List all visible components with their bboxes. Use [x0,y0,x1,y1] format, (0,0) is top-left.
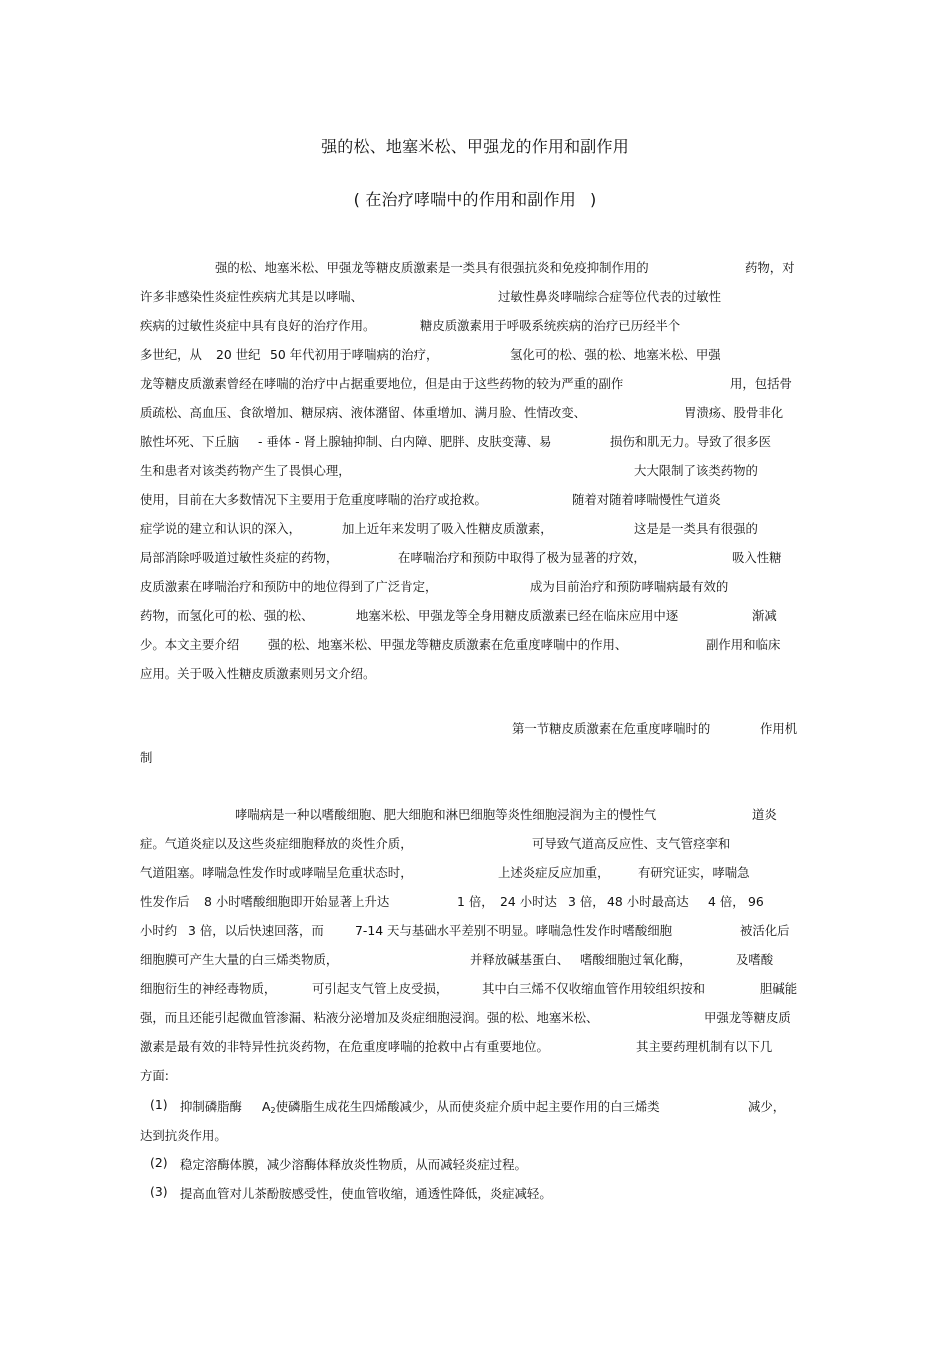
text-segment: 用，包括骨 [730,376,792,391]
text-segment: 加上近年来发明了吸入性糖皮质激素， [342,521,553,536]
text-segment: 龙等糖皮质激素曾经在哮喘的治疗中占据重要地位，但是由于这些药物的较为严重的副作 [140,376,624,391]
text-segment: 3 倍，以后快速回落，而 [188,923,324,938]
text-segment: 24 小时达 [500,894,557,909]
text-segment: 胆碱能 [760,981,798,996]
subtitle-text: ( 在治疗哮喘中的作用和副作用 [353,190,576,209]
section-heading-continued [140,749,800,800]
text-segment: 强的松、地塞米松、甲强龙等糖皮质激素在危重度哮喘中的作用、 [268,637,628,652]
text-segment: 20 世纪 [216,347,261,362]
text-segment: 气道阻塞。哮喘急性发作时或哮喘呈危重状态时， [140,865,413,880]
text-segment: 48 小时最高达 [607,894,689,909]
text-segment: 激素是最有效的非特异性抗炎药物，在危重度哮喘的抢救中占有重要地位。 [140,1039,549,1054]
text-segment: 胃溃疡、股骨非化 [684,405,784,420]
text-segment: 有研究证实，哮喘急 [638,865,750,880]
text-segment: 药物，对 [745,260,795,275]
text-segment: 质疏松、高血压、食欲增加、糖尿病、液体潴留、体重增加、满月脸、性情改变、 [140,405,587,420]
text-segment: 3 倍， [568,894,605,909]
text-segment: 1 倍， [457,894,494,909]
text-segment: 96 [748,894,764,909]
text-segment: 糖皮质激素用于呼吸系统疾病的治疗已历经半个 [420,318,681,333]
text-segment: 症。气道炎症以及这些炎症细胞释放的炎性介质， [140,836,413,851]
text-segment: 过敏性鼻炎哮喘综合症等位代表的过敏性 [498,289,722,304]
intro-line [140,665,800,716]
text-segment: 强的松、地塞米松、甲强龙等糖皮质激素是一类具有很强抗炎和免疫抑制作用的 [215,260,649,275]
text-segment: 稳定溶酶体膜，减少溶酶体释放炎性物质，从而减轻炎症过程。 [180,1157,527,1172]
text-segment: A [262,1099,271,1114]
text-segment: 及嗜酸 [736,952,774,967]
text-segment: 50 年代初用于哮喘病的治疗， [270,347,439,362]
text-segment: 4 倍， [708,894,745,909]
text-segment: 性发作后 [140,894,190,909]
list-number: (3) [150,1184,168,1199]
text-segment: 制 [140,750,153,765]
document-title: 强的松、地塞米松、甲强龙的作用和副作用 [321,137,629,156]
text-segment: 其中白三烯不仅收缩血管作用较组织按和 [482,981,706,996]
list-number: (1) [150,1097,168,1112]
text-segment: 7-14 天与基础水平差别不明显。哮喘急性发作时嗜酸细胞 [355,923,673,938]
text-segment: 氢化可的松、强的松、地塞米松、甲强 [510,347,721,362]
text-segment [262,1097,660,1115]
document-subtitle [0,187,950,210]
text-segment: 甲强龙等糖皮质 [704,1010,791,1025]
text-segment: 第一节糖皮质激素在危重度哮喘时的 [512,721,711,736]
text-segment: 成为目前治疗和预防哮喘病最有效的 [530,579,729,594]
text-segment: 强，而且还能引起微血管渗漏、粘液分泌增加及炎症细胞浸润。强的松、地塞米松、 [140,1010,599,1025]
text-segment: 生和患者对该类药物产生了畏惧心理， [140,463,351,478]
text-segment: 少。本文主要介绍 [140,637,240,652]
text-segment: 许多非感染性炎症性疾病尤其是以哮喘、 [140,289,364,304]
text-segment: 哮喘病是一种以嗜酸细胞、肥大细胞和淋巴细胞等炎性细胞浸润为主的慢性气 [235,807,657,822]
text-segment: 嗜酸细胞过氧化酶， [580,952,692,967]
text-segment: - 垂体 - 肾上腺轴抑制、白内障、肥胖、皮肤变薄、易 [258,434,552,449]
text-segment: 大大限制了该类药物的 [634,463,758,478]
text-segment: 道炎 [752,807,777,822]
text-segment: 吸入性糖 [732,550,782,565]
text-segment: 使用，目前在大多数情况下主要用于危重度哮喘的治疗或抢救。 [140,492,487,507]
text-segment: 损伤和肌无力。导致了很多医 [610,434,772,449]
text-segment: 应用。关于吸入性糖皮质激素则另文介绍。 [140,666,376,681]
text-segment: 脓性坏死、下丘脑 [140,434,240,449]
text-segment: 随着对随着哮喘慢性气道炎 [572,492,721,507]
text-segment: 药物，而氢化可的松、强的松、 [140,608,314,623]
text-segment: 达到抗炎作用。 [140,1128,227,1143]
text-segment: 作用机 [760,721,798,736]
text-segment: 可导致气道高反应性、支气管痉挛和 [532,836,731,851]
text-segment: 提高血管对儿茶酚胺感受性，使血管收缩，通透性降低，炎症减轻。 [180,1186,552,1201]
text-segment: 地塞米松、甲强龙等全身用糖皮质激素已经在临床应用中逐 [356,608,679,623]
text-segment: 小时约 [140,923,178,938]
text-segment: 上述炎症反应加重， [498,865,610,880]
text-segment: 皮质激素在哮喘治疗和预防中的地位得到了广泛肯定， [140,579,438,594]
subscript: 2 [270,1106,276,1115]
text-segment: 细胞膜可产生大量的白三烯类物质， [140,952,339,967]
subtitle-close: ) [589,190,597,209]
text-segment: 其主要药理机制有以下几 [636,1039,773,1054]
text-segment: 抑制磷脂酶 [180,1099,242,1114]
text-segment: 被活化后 [740,923,790,938]
text-segment: 8 小时嗜酸细胞即开始显著上升达 [204,894,390,909]
text-segment: 症学说的建立和认识的深入， [140,521,302,536]
text-segment: 多世纪，从 [140,347,202,362]
text-segment: 细胞衍生的神经毒物质， [140,981,277,996]
text-segment: 可引起支气管上皮受损， [312,981,449,996]
list-item [140,1184,800,1244]
text-segment: 方面: [140,1068,169,1083]
text-segment: 在哮喘治疗和预防中取得了极为显著的疗效， [398,550,646,565]
text-segment: 并释放碱基蛋白、 [470,952,570,967]
list-number: (2) [150,1155,168,1170]
text-segment: 渐减 [752,608,777,623]
text-segment: 这是是一类具有很强的 [634,521,758,536]
text-segment: 副作用和临床 [706,637,781,652]
text-segment: 使磷脂生成花生四烯酸减少，从而使炎症介质中起主要作用的白三烯类 [275,1099,660,1114]
text-segment: 局部消除呼吸道过敏性炎症的药物， [140,550,339,565]
text-segment: 疾病的过敏性炎症中具有良好的治疗作用。 [140,318,376,333]
text-segment: 减少， [748,1099,786,1114]
